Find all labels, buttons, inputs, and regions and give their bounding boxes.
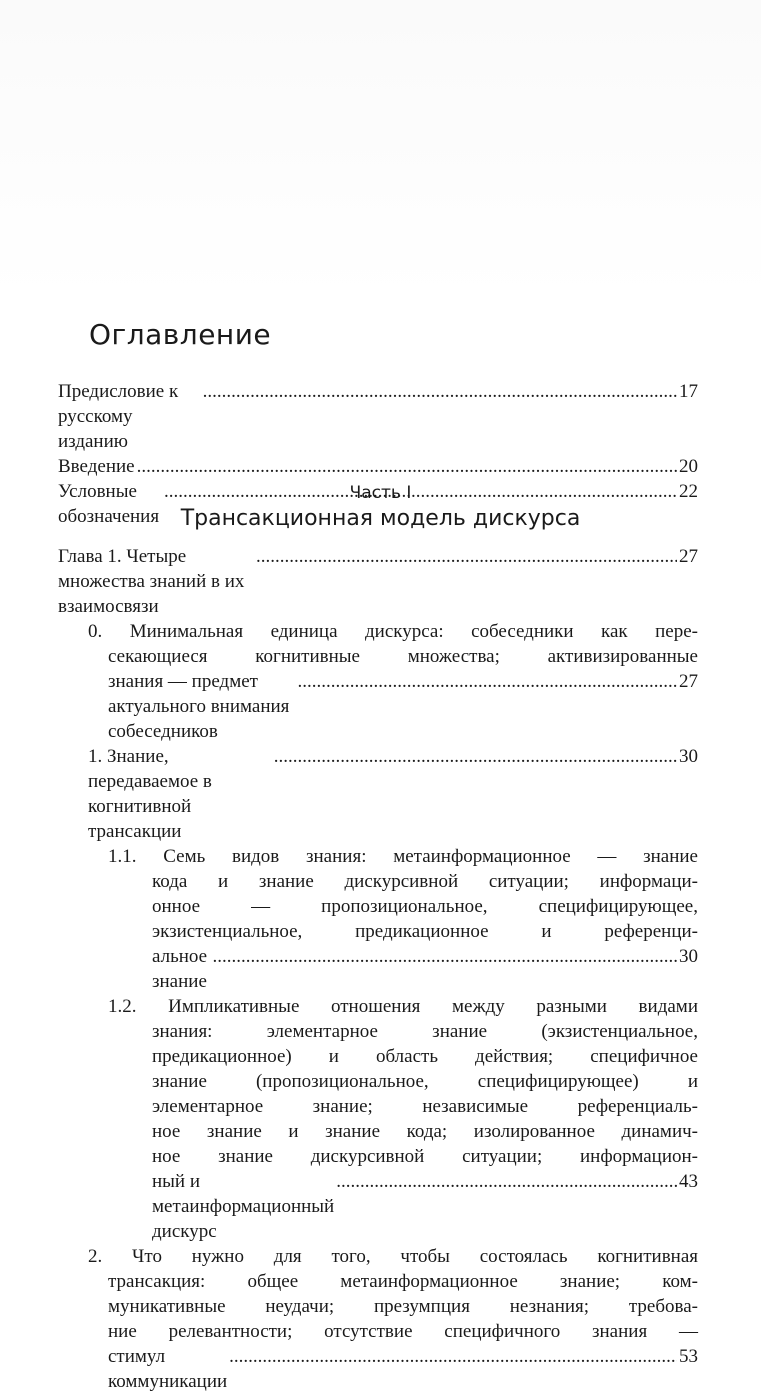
toc-entry-notation[interactable]: Условные обозначения ..... 22 [58, 479, 698, 529]
chapter-list [58, 544, 698, 1394]
toc-entry-chapter-1[interactable]: Глава 1. Четыре множества знаний в их взаимосвязи ..... 27 [58, 544, 698, 619]
toc-entry-section-1[interactable]: 1. Знание, передаваемое в когнитивной трансакции ..... 30 [88, 744, 698, 844]
toc-entry-introduction[interactable]: Введение ..... 20 [58, 454, 698, 479]
toc-title: Оглавление [89, 318, 272, 351]
page-number: 17 [679, 381, 698, 402]
toc-entry-section-2[interactable]: 2. Что нужно для того, чтобы состоялась когнитивная трансакция: общее метаинформационное знание; ком- муникативные неудачи; презумпция незнания; требова- ние релевантности; отсутствие специфичного знания — стимул коммуникации ..... 53 [88, 1244, 698, 1394]
toc-entry-section-1-2[interactable]: 1.2. Импликативные отношения между разными видами знания: элементарное знание (экзистенциальное, предикационное) и область действия; специфичное знание (пропозициональное, специфицирующее) и элементарное знание; независимые референциаль- ное знание и знание кода; изолированное динамич- ное знание дискурсивной ситуации; информацион- ный и метаинформационный дискурс ..... 43 [108, 994, 698, 1244]
part-label: Часть I [349, 483, 412, 503]
page-number: 30 [679, 946, 698, 967]
page-number: 27 [679, 546, 698, 567]
page-number: 27 [679, 671, 698, 692]
page-number: 30 [679, 746, 698, 767]
toc-entry-preface[interactable]: Предисловие к русскому изданию ..... 17 [58, 379, 698, 454]
toc-entry-section-0[interactable]: 0. Минимальная единица дискурса: собеседники как пере- секающиеся когнитивные множества; активизированные знания — предмет актуального внимания собеседников ..... 27 [88, 619, 698, 744]
page-number: 20 [679, 456, 698, 477]
bleed-through-area [0, 0, 761, 300]
page-number: 53 [679, 1346, 698, 1367]
toc-entry-section-1-1[interactable]: 1.1. Семь видов знания: метаинформационное — знание кода и знание дискурсивной ситуации; информаци- онное — пропозициональное, специфицирующее, экзистенциальное, предикационное и референци- альное знание ..... 30 [108, 844, 698, 994]
part-title: Трансакционная модель дискурса [180, 506, 581, 531]
page-number: 22 [679, 481, 698, 502]
page-number: 43 [679, 1171, 698, 1192]
